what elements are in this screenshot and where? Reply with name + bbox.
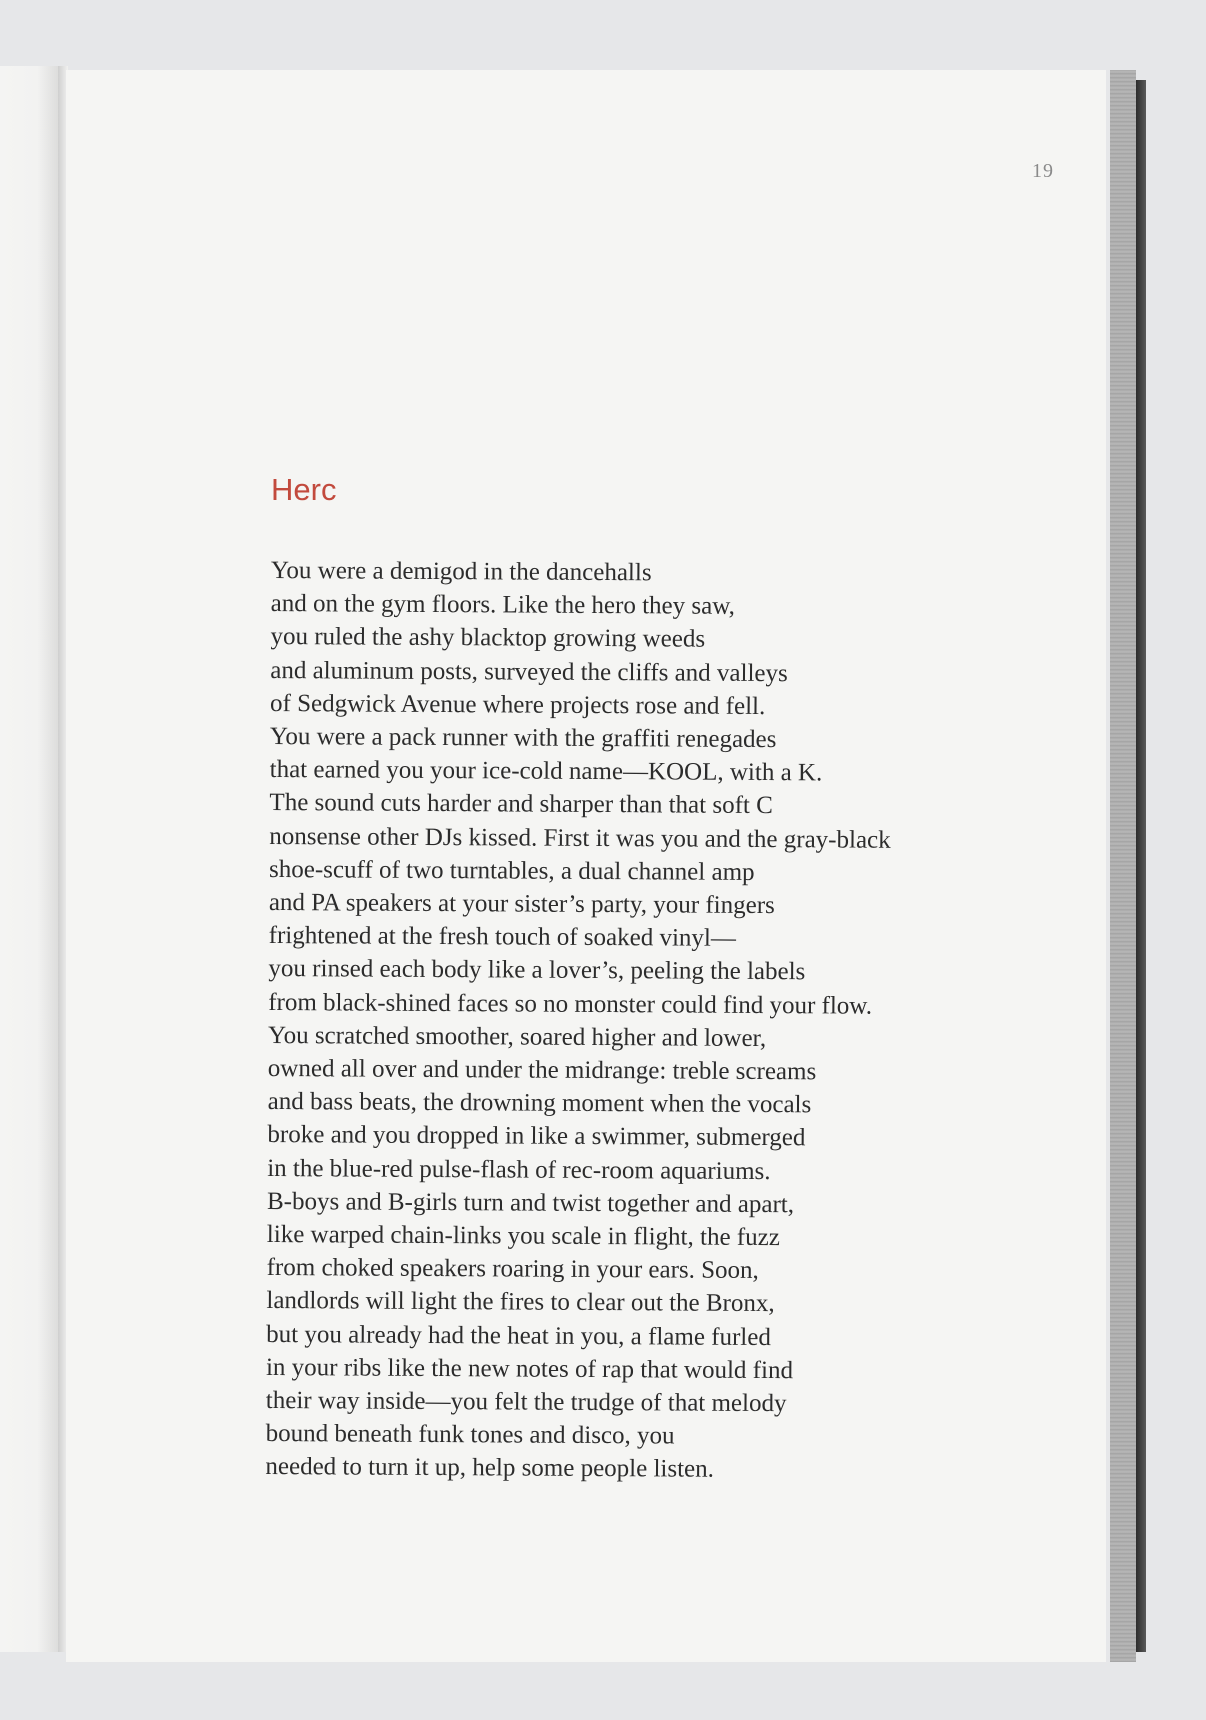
poem-line: like warped chain-links you scale in flight, the fuzz [266, 1221, 780, 1252]
poem-line: You were a demigod in the dancehalls [270, 556, 652, 587]
poem-body [265, 554, 971, 1488]
poem-line: from black-shined faces so no monster could find your flow. [268, 988, 873, 1020]
page-shadow [1136, 80, 1146, 1652]
poem-line: nonsense other DJs kissed. First it was you and the gray-black [269, 822, 891, 854]
poem-line: B-boys and B-girls turn and twist together and apart, [266, 1187, 795, 1219]
poem-line: shoe-scuff of two turntables, a dual channel amp [268, 855, 755, 886]
poem-line: and bass beats, the drowning moment when the vocals [267, 1088, 812, 1119]
poem-line: and aluminum posts, surveyed the cliffs and valleys [270, 656, 788, 687]
poem-line: needed to turn it up, help some people listen. [265, 1453, 715, 1484]
page-number: 19 [1032, 160, 1054, 182]
poem-line: you ruled the ashy blacktop growing weeds [270, 623, 706, 654]
poem-line: and PA speakers at your sister’s party, your fingers [268, 889, 775, 920]
poem-line: you rinsed each body like a lover’s, peeling the labels [268, 955, 806, 986]
poem-line: broke and you dropped in like a swimmer, submerged [267, 1121, 806, 1152]
poem-line: bound beneath funk tones and disco, you [265, 1420, 675, 1450]
page-edges [1110, 70, 1136, 1662]
poem-line: You scratched smoother, soared higher and lower, [267, 1021, 767, 1052]
poem-line: The sound cuts harder and sharper than that soft C [269, 789, 773, 820]
poem-line: owned all over and under the midrange: treble screams [267, 1055, 817, 1086]
poem-title: Herc [271, 472, 337, 507]
poem-line: that earned you your ice-cold name—KOOL, with a K. [269, 756, 823, 787]
poem-line: You were a pack runner with the graffiti renegades [269, 723, 777, 754]
poem-line: their way inside—you felt the trudge of that melody [265, 1387, 787, 1418]
poem-line: frightened at the fresh touch of soaked vinyl— [268, 922, 736, 953]
poem-line: but you already had the heat in you, a flame furled [266, 1320, 771, 1351]
poem-line: in your ribs like the new notes of rap that would find [265, 1353, 794, 1385]
poem-line: and on the gym floors. Like the hero they saw, [270, 590, 736, 621]
facing-page [0, 66, 62, 1652]
poem-line: of Sedgwick Avenue where projects rose and fell. [270, 689, 766, 720]
poem-line: from choked speakers roaring in your ears. Soon, [266, 1254, 759, 1285]
poem-line: landlords will light the fires to clear out the Bronx, [266, 1287, 775, 1318]
poem-line: in the blue-red pulse-flash of rec-room aquariums. [267, 1154, 771, 1185]
